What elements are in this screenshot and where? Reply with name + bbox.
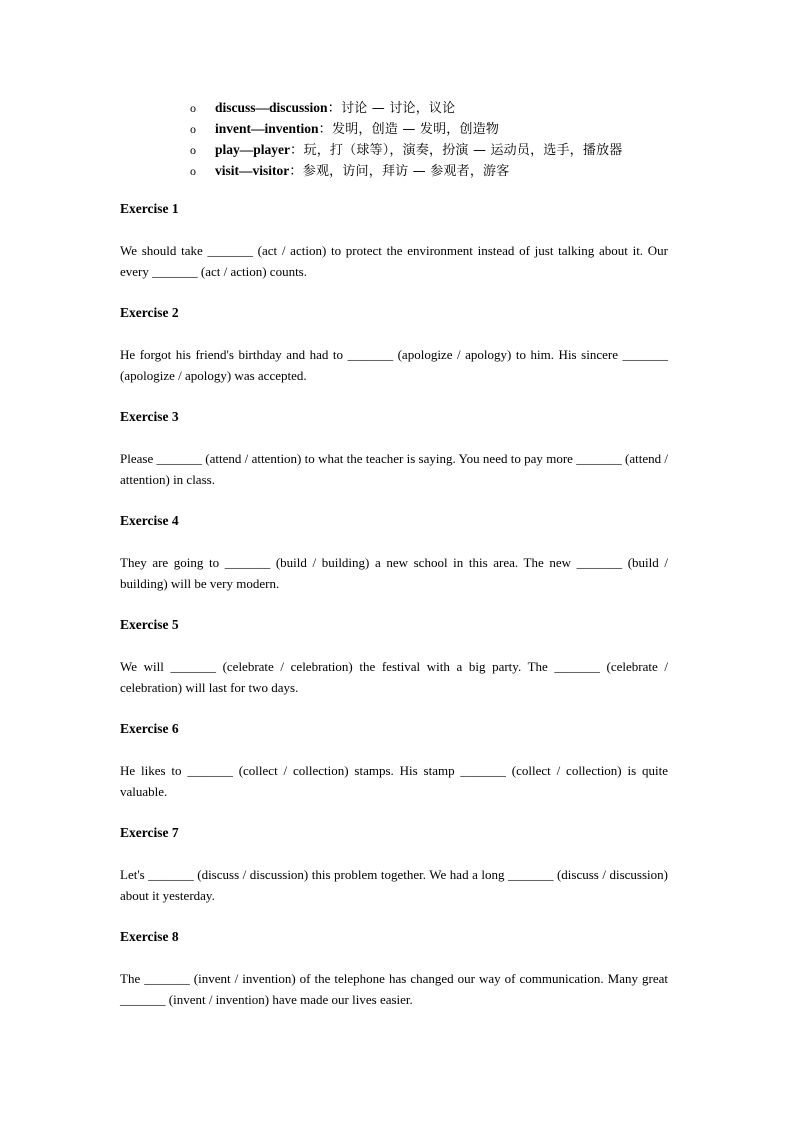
exercise-text: Please _______ (attend / attention) to what the teacher is saying. You need to pay more _______ (attend / attention) in class. [120, 451, 668, 487]
exercise-text: The _______ (invent / invention) of the telephone has changed our way of communication. Many great _______ (invent / invention) have made our lives easier. [120, 971, 668, 1007]
exercise-text: We will _______ (celebrate / celebration) the festival with a big party. The _______ (celebrate / celebration) will last for two days. [120, 659, 668, 695]
exercise-text: Let's _______ (discuss / discussion) this problem together. We had a long _______ (discuss / discussion) about it yesterday. [120, 867, 668, 903]
vocab-item [190, 118, 710, 139]
vocabulary-list [190, 97, 710, 181]
bullet-icon: o [190, 122, 196, 136]
exercises-section [120, 198, 670, 1030]
exercise-title: Exercise 1 [120, 201, 179, 216]
exercise-block [120, 718, 670, 822]
exercise-block [120, 302, 670, 406]
exercise-title: Exercise 4 [120, 513, 179, 528]
vocab-word: invent—invention [215, 121, 319, 136]
exercise-block [120, 406, 670, 510]
bullet-icon: o [190, 143, 196, 157]
vocab-item [190, 97, 710, 118]
exercise-block [120, 614, 670, 718]
exercise-block [120, 822, 670, 926]
exercise-text: They are going to _______ (build / building) a new school in this area. The new _______ (build / building) will be very modern. [120, 555, 668, 591]
vocab-meaning: 参观，访问，拜访 — 参观者，游客 [302, 164, 510, 179]
vocab-meaning: 发明，创造 — 发明，创造物 [332, 122, 500, 137]
exercise-title: Exercise 8 [120, 929, 179, 944]
exercise-title: Exercise 6 [120, 721, 179, 736]
vocab-word: visit—visitor [215, 163, 290, 178]
vocab-item [190, 160, 710, 181]
exercise-block [120, 926, 670, 1030]
vocab-item [190, 139, 710, 160]
exercise-block [120, 510, 670, 614]
exercise-title: Exercise 5 [120, 617, 179, 632]
vocab-colon: ： [290, 142, 304, 157]
vocab-colon: ： [327, 100, 342, 115]
vocab-word: play—player [215, 142, 291, 157]
vocab-colon: ： [289, 163, 303, 178]
exercise-text: He likes to _______ (collect / collection) stamps. His stamp _______ (collect / collection) is quite valuable. [120, 763, 668, 799]
vocab-word: discuss—discussion [215, 100, 328, 115]
vocab-meaning: 玩，打（球等），演奏，扮演 — 运动员，选手，播放器 [303, 143, 623, 158]
exercise-text: He forgot his friend's birthday and had to _______ (apologize / apology) to him. His sincere _______ (apologize / apology) was accepted. [120, 347, 668, 383]
bullet-icon: o [190, 101, 196, 115]
exercise-block [120, 198, 670, 302]
exercise-text: We should take _______ (act / action) to protect the environment instead of just talking about it. Our every _______ (act / action) counts. [120, 243, 668, 279]
vocab-meaning: 讨论 — 讨论，议论 [341, 101, 456, 116]
vocab-colon: ： [318, 121, 333, 136]
exercise-title: Exercise 3 [120, 409, 179, 424]
bullet-icon: o [190, 164, 196, 178]
exercise-title: Exercise 7 [120, 825, 179, 840]
exercise-title: Exercise 2 [120, 305, 179, 320]
